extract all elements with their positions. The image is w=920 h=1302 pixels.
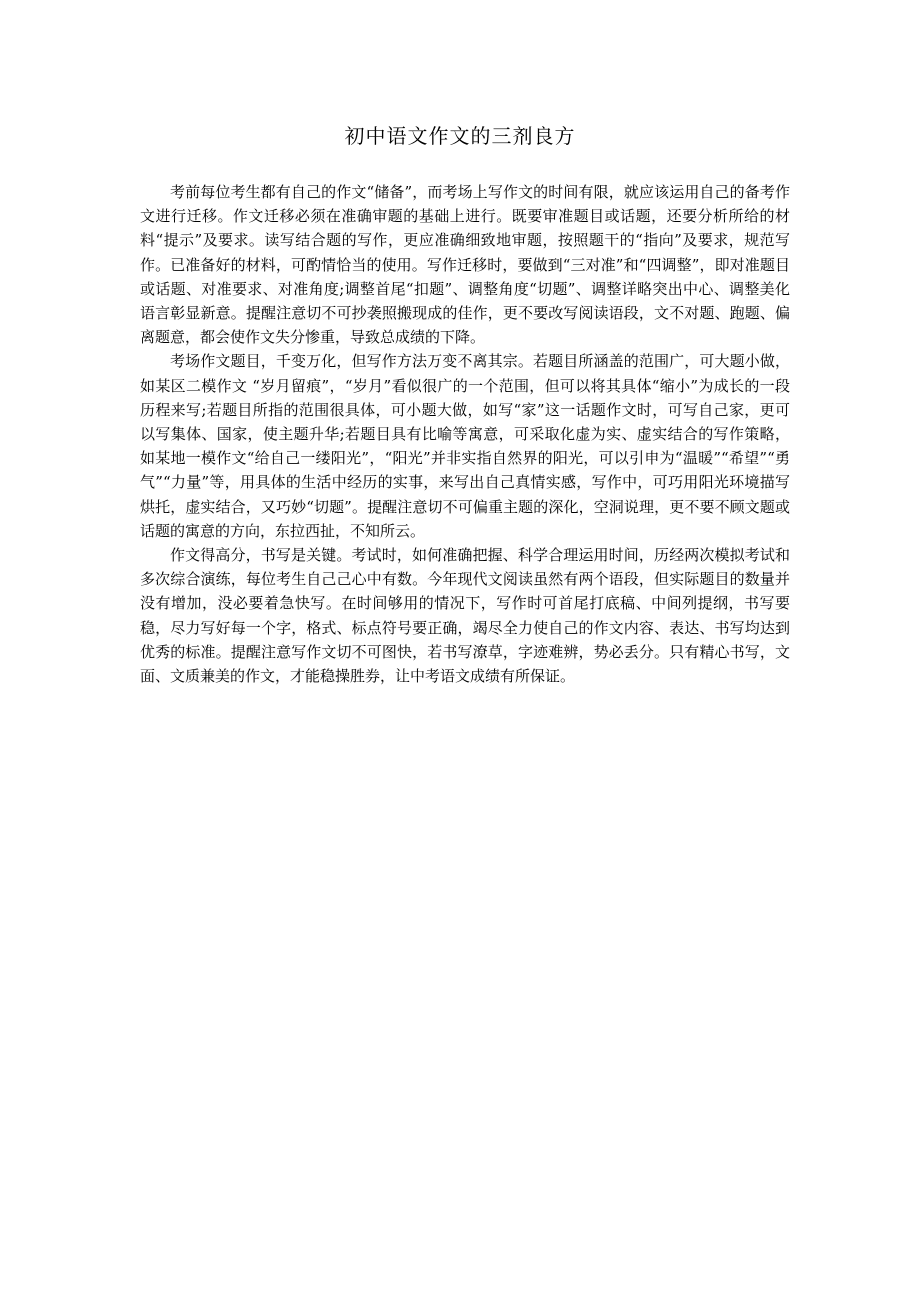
paragraph-2: 考场作文题目，千变万化，但写作方法万变不离其宗。若题目所涵盖的范围广，可大题小做，如某区二模作文 “岁月留痕”，“岁月”看似很广的一个范围，但可以将其具体“缩小”为成长的一段历程来写;若题目所指的范围很具体，可小题大做，如写“家”这一话题作文时，可写自己家，更可以写集体、国家，使主题升华;若题目具有比喻等寓意，可采取化虚为实、虚实结合的写作策略，如某地一模作文“给自己一缕阳光”，“阳光”并非实指自然界的阳光，可以引申为“温暖”“希望”“勇气”“力量”等，用具体的生活中经历的实事，来写出自己真情实感，写作中，可巧用阳光环境描写烘托，虚实结合，又巧妙“切题”。提醒注意切不可偏重主题的深化，空洞说理，更不要不顾文题或话题的寓意的方向，东拉西扯，不知所云。 [140, 352, 790, 540]
document-title: 初中语文作文的三剂良方 [344, 124, 576, 148]
paragraph-3: 作文得高分，书写是关键。考试时，如何准确把握、科学合理运用时间，历经两次模拟考试和多次综合演练，每位考生自己己心中有数。今年现代文阅读虽然有两个语段，但实际题目的数量并没有增加，没必要着急快写。在时间够用的情况下，写作时可首尾打底稿、中间列提纲，书写要稳，尽力写好每一个字，格式、标点符号要正确，竭尽全力使自己的作文内容、表达、书写均达到优秀的标准。提醒注意写作文切不可图快，若书写潦草，字迹难辨，势必丢分。只有精心书写，文面、文质兼美的作文，才能稳操胜券，让中考语文成绩有所保证。 [140, 546, 790, 686]
paragraph-1: 考前每位考生都有自己的作文“储备”，而考场上写作文的时间有限，就应该运用自己的备考作文进行迁移。作文迁移必须在准确审题的基础上进行。既要审准题目或话题，还要分析所给的材料“提示”及要求。读写结合题的写作，更应准确细致地审题，按照题干的“指向”及要求，规范写作。已准备好的材料，可酌情恰当的使用。写作迁移时，要做到“三对准”和“四调整”，即对准题目或话题、对准要求、对准角度;调整首尾“扣题”、调整角度“切题”、调整详略突出中心、调整美化语言彰显新意。提醒注意切不可抄袭照搬现成的佳作，更不要改写阅读语段，文不对题、跑题、偏离题意，都会使作文失分惨重，导致总成绩的下降。 [140, 183, 790, 347]
document-body [140, 180, 790, 688]
